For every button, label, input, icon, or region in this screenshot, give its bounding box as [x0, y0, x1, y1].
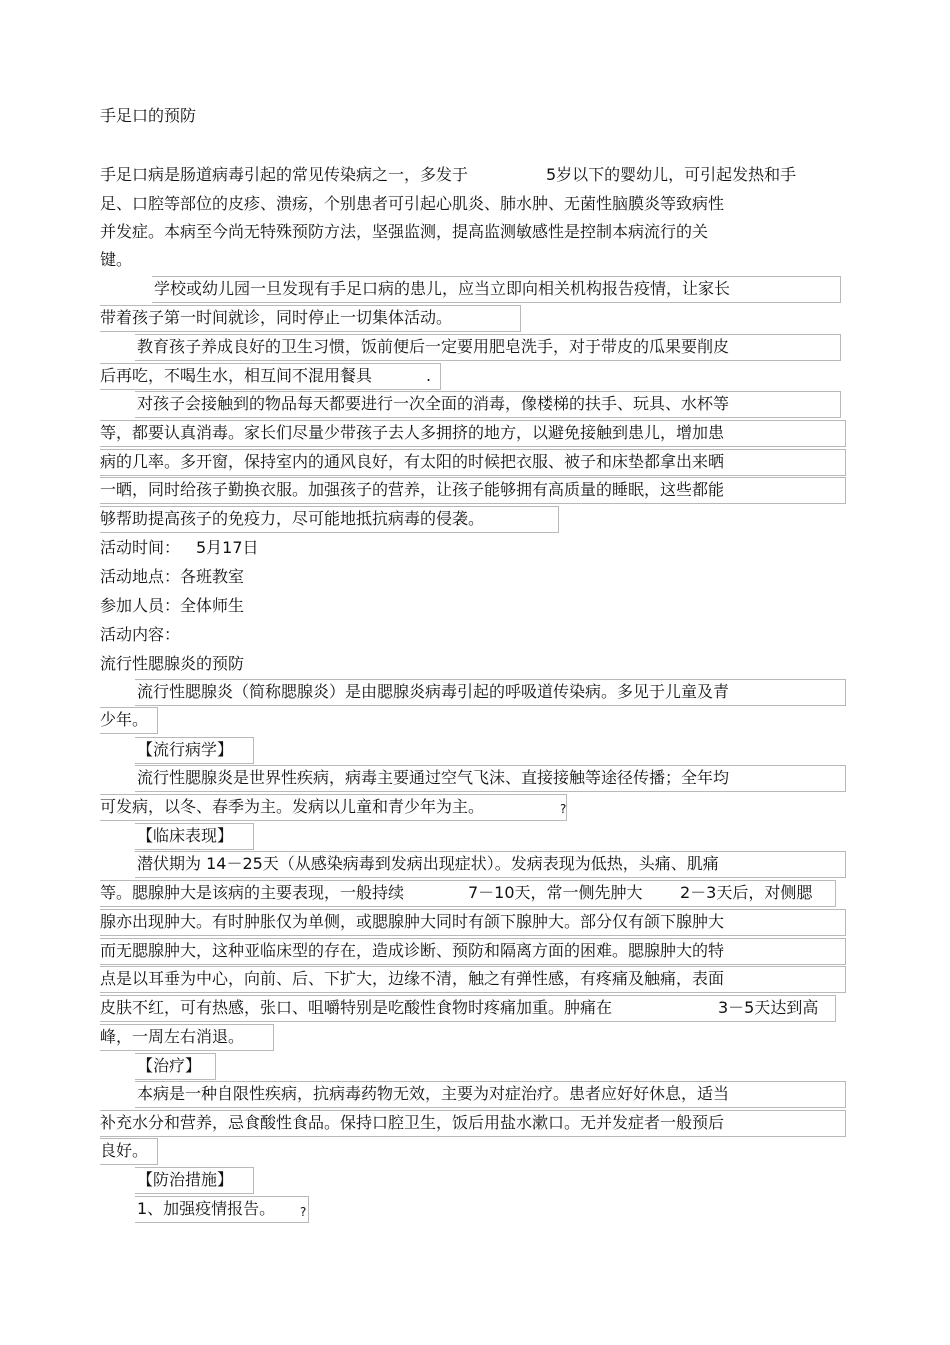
mumps-clinical-line-7: 峰，一周左右消退。 [100, 1027, 245, 1046]
mumps-clinical-line-3: 腺亦出现肿大。有时肿胀仅为单侧，或腮腺肿大同时有颌下腺肿大。部分仅有颌下腺肿大 [100, 912, 725, 931]
hfmd-report-line-2: 带着孩子第一时间就诊，同时停止一切集体活动。 [100, 308, 453, 327]
hfmd-intro-line-1a: 手足口病是肠道病毒引起的常见传染病之一，多发于 [100, 165, 469, 184]
mumps-epi-mark: ? [560, 802, 567, 816]
hfmd-hygiene-line-1: 教育孩子养成良好的卫生习惯，饭前便后一定要用肥皂洗手，对于带皮的瓜果要削皮 [137, 337, 730, 356]
hfmd-intro-line-3: 并发症。本病至今尚无特殊预防方法，坚强监测，提高监测敏感性是控制本病流行的关 [100, 222, 709, 241]
mumps-clinical-line-5: 点是以耳垂为中心，向前、后、下扩大，边缘不清，触之有弹性感，有疼痛及触痛，表面 [100, 969, 725, 988]
mumps-prevent-item-1: 1、加强疫情报告。 [137, 1199, 276, 1218]
mumps-prevent-item-1-mark: ? [300, 1205, 307, 1219]
hfmd-report-line-1: 学校或幼儿园一旦发现有手足口病的患儿，应当立即向相关机构报告疫情，让家长 [154, 279, 731, 298]
mumps-treat-line-2: 补充水分和营养，忌食酸性食品。保持口腔卫生，饭后用盐水漱口。无并发症者一般预后 [100, 1113, 725, 1132]
hfmd-intro-line-2: 足、口腔等部位的皮疹、溃疡，个别患者可引起心肌炎、肺水肿、无菌性脑膜炎等致病性 [100, 194, 725, 213]
activity-people: 参加人员：全体师生 [100, 596, 245, 615]
activity-time-label: 活动时间： [100, 538, 181, 557]
mumps-clinical-line-6b: 3－5天达到高 [718, 998, 819, 1017]
mumps-treat-line-1: 本病是一种自限性疾病，抗病毒药物无效，主要为对症治疗。患者应好好休息，适当 [137, 1084, 730, 1103]
section-title-hfmd: 手足口的预防 [100, 106, 197, 125]
hfmd-disinfect-line-5: 够帮助提高孩子的免疫力，尽可能地抵抗病毒的侵袭。 [100, 509, 485, 528]
mumps-epi-line-1: 流行性腮腺炎是世界性疾病，病毒主要通过空气飞沫、直接接触等途径传播；全年均 [137, 768, 730, 787]
mumps-prevent-heading: 【防治措施】 [137, 1170, 234, 1189]
mumps-clinical-line-1: 潜伏期为 14－25天（从感染病毒到发病出现症状）。发病表现为低热，头痛、肌痛 [137, 854, 719, 873]
hfmd-disinfect-line-4: 一晒，同时给孩子勤换衣服。加强孩子的营养，让孩子能够拥有高质量的睡眠，这些都能 [100, 480, 725, 499]
hfmd-disinfect-line-2: 等，都要认真消毒。家长们尽量少带孩子去人多拥挤的地方，以避免接触到患儿，增加患 [100, 423, 725, 442]
section-title-mumps: 流行性腮腺炎的预防 [100, 654, 245, 673]
hfmd-disinfect-line-3: 病的几率。多开窗，保持室内的通风良好，有太阳的时候把衣服、被子和床垫都拿出来晒 [100, 452, 725, 471]
mumps-intro-line-2: 少年。 [100, 710, 149, 729]
hfmd-hygiene-line-2: 后再吃，不喝生水，相互间不混用餐具 [100, 366, 373, 385]
mumps-epi-line-2: 可发病，以冬、春季为主。发病以儿童和青少年为主。 [100, 797, 485, 816]
hfmd-disinfect-line-1: 对孩子会接触到的物品每天都要进行一次全面的消毒，像楼梯的扶手、玩具、水杯等 [137, 394, 730, 413]
mumps-clinical-line-4: 而无腮腺肿大，这种亚临床型的存在，造成诊断、预防和隔离方面的困难。腮腺肿大的特 [100, 941, 725, 960]
mumps-epi-heading: 【流行病学】 [137, 740, 234, 759]
mumps-treat-heading: 【治疗】 [137, 1056, 202, 1075]
activity-time-value: 5月17日 [196, 538, 259, 557]
activity-place: 活动地点：各班教室 [100, 567, 245, 586]
mumps-clinical-line-2c: 2－3天后，对侧腮 [680, 883, 813, 902]
mumps-clinical-line-6a: 皮肤不红，可有热感，张口、咀嚼特别是吃酸性食物时疼痛加重。肿痛在 [100, 998, 613, 1017]
mumps-clinical-line-2b: 7－10天，常一侧先肿大 [468, 883, 643, 902]
mumps-clinical-heading: 【临床表现】 [137, 826, 234, 845]
activity-content: 活动内容： [100, 625, 181, 644]
mumps-clinical-line-2a: 等。腮腺肿大是该病的主要表现，一般持续 [100, 883, 405, 902]
hfmd-intro-line-4: 键。 [100, 250, 133, 269]
hfmd-intro-line-1b: 5岁以下的婴幼儿，可引起发热和手 [546, 165, 797, 184]
mumps-treat-line-3: 良好。 [100, 1141, 149, 1160]
mumps-intro-line-1: 流行性腮腺炎（简称腮腺炎）是由腮腺炎病毒引起的呼吸道传染病。多见于儿童及青 [137, 682, 730, 701]
hfmd-hygiene-period: . [426, 366, 432, 385]
